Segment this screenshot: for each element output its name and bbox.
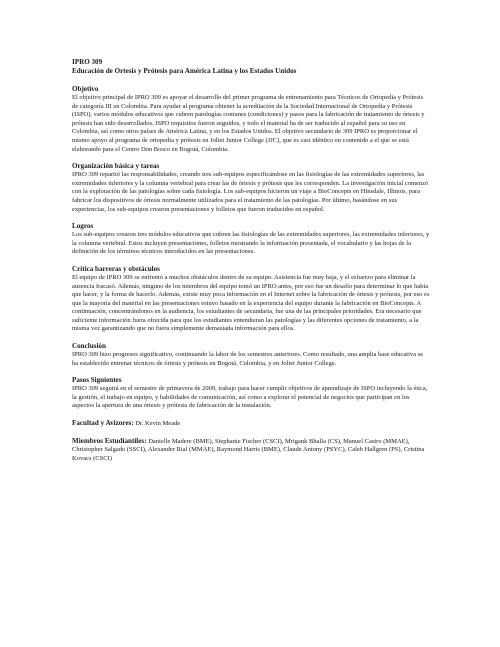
section-objetivo — [72, 85, 430, 154]
section-pasos — [72, 376, 430, 411]
section-title: Objetivo — [72, 85, 99, 93]
section-organizacion — [72, 162, 430, 214]
section-title: Conclusión — [72, 342, 106, 351]
faculty-label: Facultad y Avizores: — [72, 419, 134, 428]
students-value: Danielle Madere (BME), Stephanie Fischer (CSCI), Mrigank Bhalla (CS), Manuel Castro (MMAE), Christopher Salgado (SSCI), Alexander Rial (MMAE), Raymond Harris (BME), Claude Antony (PSYC), Caleb Hallgren (PS), Cristina Kovacs (CSCI) — [72, 437, 425, 462]
section-logros — [72, 222, 430, 257]
section-title: Pasos Siguientes — [72, 376, 122, 385]
faculty-value: Dr. Kevin Meade — [135, 420, 181, 428]
section-conclusion — [72, 342, 430, 368]
students-label: Miembros Estudiantiles: — [72, 436, 147, 445]
section-critica — [72, 265, 430, 334]
section-title: Organización básica y tareas — [72, 162, 160, 171]
students-line — [72, 437, 430, 464]
section-body: El objetivo principal de IPRO 309 es apoyar el desarrollo del primer programa de entrenamiento para Técnicos de Ortopedia y Prótesis de categoría III en Colombia. Para ayudar al programa obtener la acreditación de la Sociedad Internacional de Ortopedia y Prótesis (ISPO), varios módulos educativos que cubren patologías comunes (condiciones) y pasos para la fabricación de tratamiento de órtesis y prótesis han sido desarrollados. ISPO requisitos fueron seguidos, y todo el material ha de ser traducido al español para su uso en Colombia, así como otros países de América Latina, y en los Estados Unidos. El objetivo secundario de 309 IPRO es proporcionar el mismo apoyo al programa de ortopedia y prótesis en Joliet Junior College (JJC), que es casi idéntico en contenido a el que se está elaborando para el Centro Don Bosco en Bogotá, Colombia. — [72, 94, 425, 153]
faculty-line — [72, 419, 430, 429]
document-page — [72, 58, 430, 463]
section-body: IPRO 309 seguirá en el semestre de primavera de 2009, trabajo para hacer cumplir objetivos de aprendizaje de ISPO incluyendo la ética, la gestión, el trabajo en equipo, y habilidades de comunicación, así como a explorar el potencial de negocios que participan en los aspectos la apertura de una órtesis y prótesis de fabricación de la instalación. — [72, 385, 428, 410]
section-body: IPRO 309 repartió las responsabilidades, creando tres sub-equipos especificándose en las fisiologías de las extremidades superiores, las extremidades inferiores y la columna vertebral para crear las de órtesis y prótesis que les corresponden. La investigación inicial comenzó con la exploración de las patologías sobre cada fisiología. Los sub-equipos hicieron un viaje a BioConcepts en Hinsdale, Illinois, para fabricar los dispositivos de órtesis normalmente utilizados para el tratamiento de las patologías. Por último, basándose en sus experiencias, los sub-equipos crearon presentaciones y folletos que fueron traducidos en español. — [72, 171, 429, 213]
section-title: Logros — [72, 222, 94, 231]
section-body: IPRO 309 hizo progresos significativo, continuando la labor de los semestres anteriores. Como resultado, una amplia base educativa se ha establecido entrenar técnicos de órtesis y prótesis en Bogotá, Colombia, y en Joliet Junior College. — [72, 351, 424, 367]
document-title: Educación de Ortesis y Prótesis para América Latina y los Estados Unidos — [72, 67, 297, 75]
section-title: Crítica barreras y obstáculos — [72, 264, 160, 273]
section-body: Los sub-equipos crearon tres módulos educativos que cubren las fisiologías de las extremidades superiores, las extremidades inferiores, y la columna vertebral. Estos incluyen presentaciones, folletos mostrando la información presentada, el vocabulario y las hojas de la definición de los términos técnicos introducidos en las presentaciones. — [72, 231, 430, 256]
document-code: IPRO 309 — [72, 58, 103, 66]
section-body: El equipo de IPRO 309 se enfrentó a muchos obstáculos dentro de su equipo. Asistencia fue muy baja, y el esfuerzo para eliminar la ausencia fracasó. Además, ninguno de los miembros del equipo tomó un IPRO antes, por eso fue un desafío para determinar lo que había que hacer, y la forma de hacerlo. Además, existe muy poca información en el Internet sobre la fabricación de órtesis y prótesis, por eso es que la mayoría del material en las presentaciones estuvo basado en la experiencia del equipo durante la fabricación en BioConcepts. A continuación, concentrándonos en la audiencia, los estudiantes de secundaria, fue una de las principales prioridades. Era necesario que suficiente información fuera ofrecida para que los estudiantes entendieran las patologías y las diferentes opciones de tratamiento, a la misma vez garantizando que no fuera simplemente demasiada información para ellos. — [72, 273, 430, 333]
